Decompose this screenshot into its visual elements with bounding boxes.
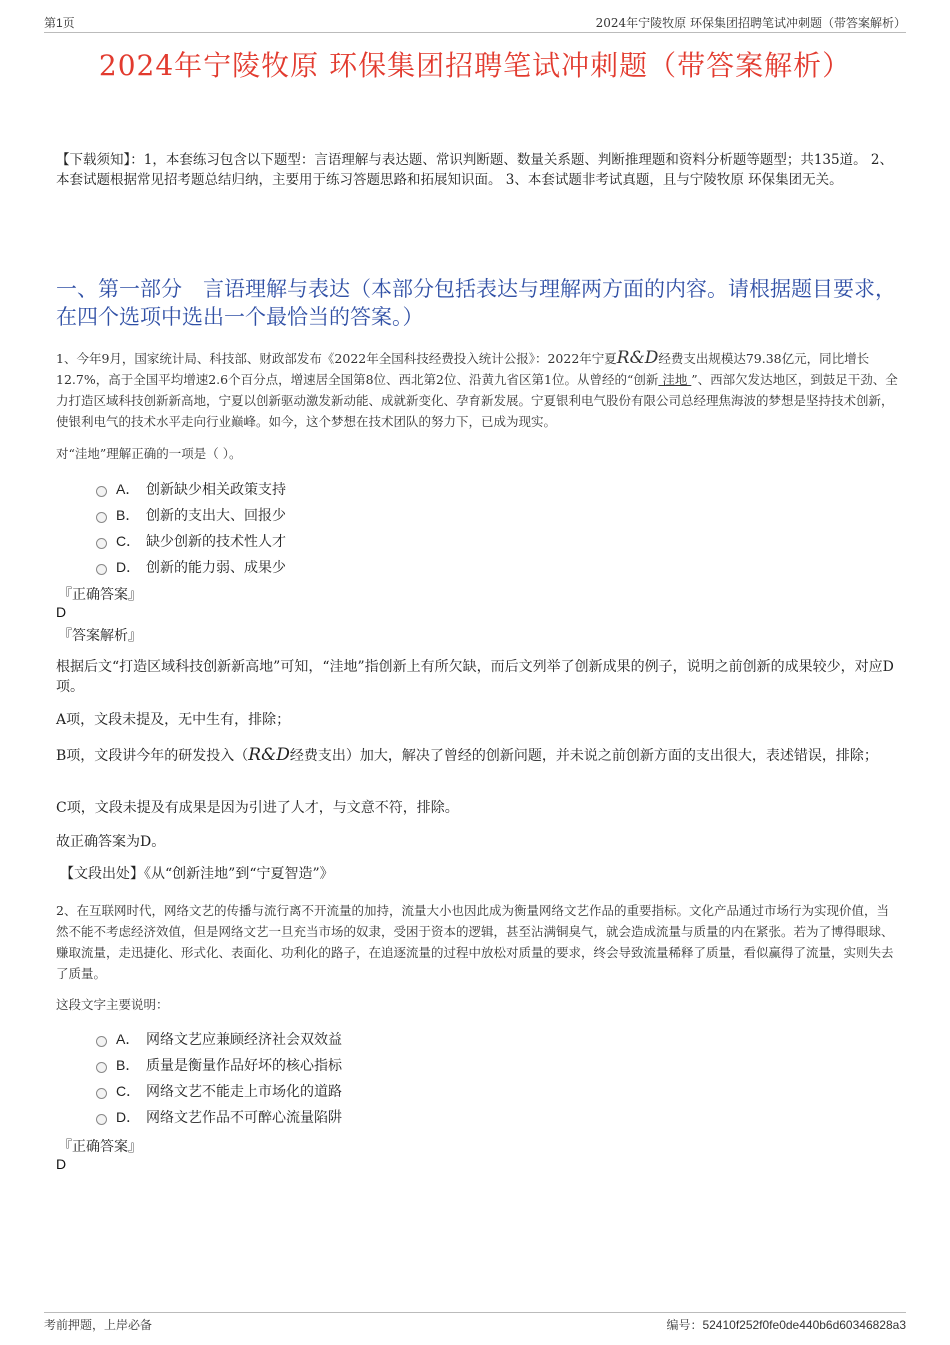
correct-answer-label: 『正确答案』 xyxy=(58,587,142,603)
option-c[interactable]: C． 网络文艺不能走上市场化的道路 xyxy=(96,1078,342,1104)
header-doc-title: 2024年宁陵牧原 环保集团招聘笔试冲刺题（带答案解析） xyxy=(595,16,906,30)
page-title: 2024年宁陵牧原 环保集团招聘笔试冲刺题（带答案解析） xyxy=(98,49,852,82)
analysis-paragraph: 根据后文“打造区域科技创新新高地”可知，“洼地”指创新上有所欠缺，而后文列举了创新成果的例子，说明之前创新的成果较少，对应D项。 xyxy=(56,659,894,695)
question-1-prompt: 对“洼地”理解正确的一项是（ ）。 xyxy=(56,446,242,461)
underlined-blank: 洼地 xyxy=(658,372,692,387)
source-citation: 【文段出处】《从“创新洼地”到“宁夏智造”》 xyxy=(60,866,334,882)
radio-icon[interactable] xyxy=(96,512,107,523)
option-a[interactable]: A． 创新缺少相关政策支持 xyxy=(96,476,286,502)
math-rd: R&D xyxy=(248,745,290,765)
radio-icon[interactable] xyxy=(96,1114,107,1125)
question-2-options xyxy=(96,1026,342,1130)
analysis-option-c: C项，文段未提及有成果是因为引进了人才，与文意不符，排除。 xyxy=(56,800,459,816)
download-notice: 【下载须知】：1，本套练习包含以下题型：言语理解与表达题、常识判断题、数量关系题、判断推理题和资料分析题等题型；共135道。 2、本套试题根据常见招考题总结归纳，主要用于练习答题思路和拓展知识面。 3、本套试题非考试真题，且与宁陵牧原 环保集团无关。 xyxy=(56,152,893,188)
analysis-label: 『答案解析』 xyxy=(58,628,142,644)
math-rd: R&D xyxy=(616,348,659,368)
question-2-prompt: 这段文字主要说明： xyxy=(56,997,169,1012)
page-header xyxy=(44,10,906,33)
radio-icon[interactable] xyxy=(96,1062,107,1073)
option-b[interactable]: B． 创新的支出大、回报少 xyxy=(96,502,286,528)
correct-answer-label: 『正确答案』 xyxy=(58,1139,142,1155)
option-a[interactable]: A． 网络文艺应兼顾经济社会双效益 xyxy=(96,1026,342,1052)
radio-icon[interactable] xyxy=(96,1088,107,1099)
analysis-option-b: B项，文段讲今年的研发投入（R&D经费支出）加大，解决了曾经的创新问题，并未说之前创新方面的支出很大，表述错误，排除； xyxy=(56,745,878,765)
question-1-text: 1、今年9月，国家统计局、科技部、财政部发布《2022年全国科技经费投入统计公报》：2022年宁夏R&D经费支出规模达79.38亿元，同比增长12.7%，高于全国平均增速2.6个百分点，增速居全国第8位、西北第2位、沿黄九省区第1位。从曾经的“创新 洼地 ”、西部欠发达地区，到鼓足干劲、全力打造区域科技创新新高地，宁夏以创新驱动激发新动能、成就新变化、孕育新发展。宁夏银利电气股份有限公司总经理焦海波的梦想是坚持技术创新，使银利电气的技术水平走向行业巅峰。如今，这个梦想在技术团队的努力下，已成为现实。 xyxy=(56,348,898,429)
footer-slogan: 考前押题，上岸必备 xyxy=(44,1318,153,1332)
correct-answer: D xyxy=(56,1156,67,1172)
analysis-option-a: A项，文段未提及，无中生有，排除； xyxy=(56,712,291,728)
radio-icon[interactable] xyxy=(96,564,107,575)
page-footer xyxy=(44,1312,906,1332)
radio-icon[interactable] xyxy=(96,486,107,497)
question-1-options xyxy=(96,476,286,580)
option-d[interactable]: D． 创新的能力弱、成果少 xyxy=(96,554,286,580)
analysis-conclusion: 故正确答案为D。 xyxy=(56,834,166,850)
radio-icon[interactable] xyxy=(96,538,107,549)
section-heading: 一、第一部分 言语理解与表达（本部分包括表达与理解两方面的内容。请根据题目要求，在四个选项中选出一个最恰当的答案。） xyxy=(56,277,896,329)
correct-answer: D xyxy=(56,604,67,620)
option-c[interactable]: C． 缺少创新的技术性人才 xyxy=(96,528,286,554)
question-2-text: 2、在互联网时代，网络文艺的传播与流行离不开流量的加持，流量大小也因此成为衡量网络文艺作品的重要指标。文化产品通过市场行为实现价值，当然不能不考虑经济效值，但是网络文艺一旦充当市场的奴隶，受困于资本的逻辑，甚至沾满铜臭气，就会造成流量与质量的内在紧张。若为了博得眼球、赚取流量，走迅捷化、形式化、表面化、功利化的路子，在追逐流量的过程中放松对质量的要求，终会导致流量稀释了质量，看似赢得了流量，实则失去了质量。 xyxy=(56,903,894,981)
option-d[interactable]: D． 网络文艺作品不可醉心流量陷阱 xyxy=(96,1104,342,1130)
radio-icon[interactable] xyxy=(96,1036,107,1047)
footer-code: 编号：52410f252f0fe0de440b6d60346828a3 xyxy=(666,1318,906,1332)
option-b[interactable]: B． 质量是衡量作品好坏的核心指标 xyxy=(96,1052,342,1078)
page-number: 第1页 xyxy=(44,16,75,30)
